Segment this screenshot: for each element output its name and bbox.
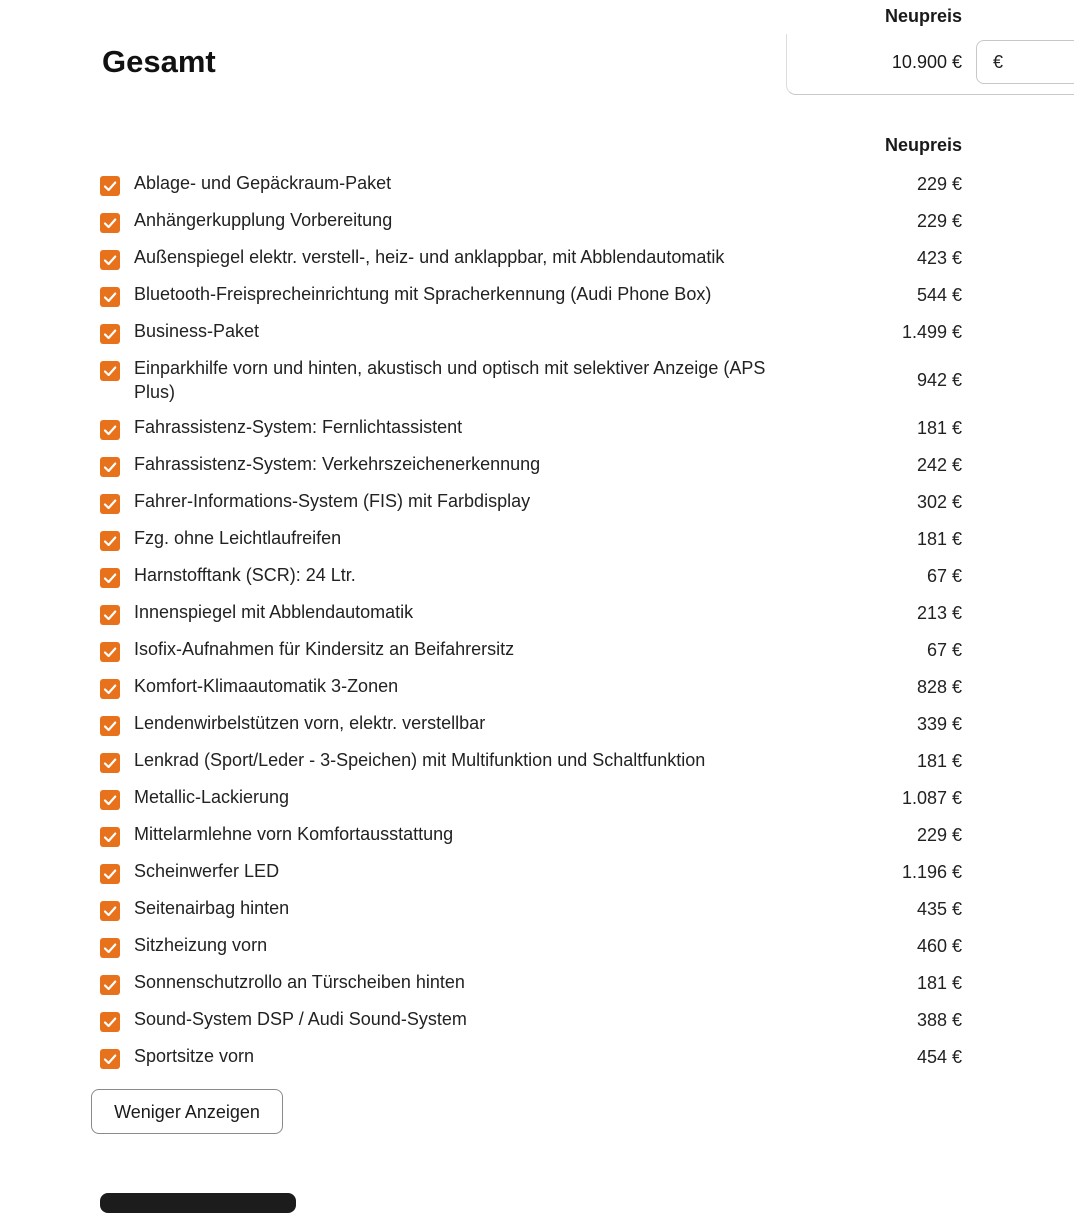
option-row [0,712,1074,742]
checkmark-icon [100,901,120,921]
option-label: Isofix-Aufnahmen für Kindersitz an Beifahrersitz [134,639,515,659]
option-row [0,823,1074,853]
option-label: Sportsitze vorn [134,1046,255,1066]
option-price: 423 € [916,248,962,268]
option-row [0,357,1074,409]
option-row [0,1008,1074,1038]
option-row [0,601,1074,631]
option-price: 828 € [916,677,962,697]
checkmark-icon [100,605,120,625]
option-label: Business-Paket [134,321,260,341]
option-label: Metallic-Lackierung [134,787,290,807]
option-checkbox[interactable] [100,716,120,736]
option-checkbox[interactable] [100,1049,120,1069]
option-label: Fahrassistenz-System: Verkehrszeichenerkennung [134,454,541,474]
option-row [0,786,1074,816]
option-checkbox[interactable] [100,420,120,440]
option-checkbox[interactable] [100,1012,120,1032]
option-price: 181 € [916,751,962,771]
checkmark-icon [100,1049,120,1069]
option-checkbox[interactable] [100,790,120,810]
option-label: Ablage- und Gepäckraum-Paket [134,173,392,193]
checkmark-icon [100,716,120,736]
primary-action-button[interactable] [100,1193,296,1213]
option-price: 435 € [916,899,962,919]
option-price: 1.087 € [901,788,962,808]
checkmark-icon [100,568,120,588]
option-row [0,416,1074,446]
option-label: Einparkhilfe vorn und hinten, akustisch und optisch mit selektiver Anzeige (APS Plus) [134,358,766,402]
option-row [0,860,1074,890]
option-row [0,283,1074,313]
checkmark-icon [100,287,120,307]
option-checkbox[interactable] [100,753,120,773]
option-checkbox[interactable] [100,324,120,344]
option-price: 302 € [916,492,962,512]
option-price: 454 € [916,1047,962,1067]
checkmark-icon [100,938,120,958]
option-row [0,172,1074,202]
checkmark-icon [100,213,120,233]
checkmark-icon [100,250,120,270]
checkmark-icon [100,1012,120,1032]
total-price: 10.900 € [891,52,962,72]
option-label: Fahrassistenz-System: Fernlichtassistent [134,417,463,437]
checkmark-icon [100,790,120,810]
option-label: Mittelarmlehne vorn Komfortausstattung [134,824,454,844]
option-checkbox[interactable] [100,494,120,514]
checkmark-icon [100,827,120,847]
option-price: 942 € [916,370,962,390]
option-row [0,749,1074,779]
option-row [0,209,1074,239]
option-checkbox[interactable] [100,679,120,699]
option-checkbox[interactable] [100,361,120,381]
option-label: Außenspiegel elektr. verstell-, heiz- und anklappbar, mit Abblendautomatik [134,247,725,267]
option-label: Sonnenschutzrollo an Türscheiben hinten [134,972,465,992]
option-label: Sitzheizung vorn [134,935,268,955]
option-row [0,1045,1074,1075]
page-title: Gesamt [102,44,216,79]
checkmark-icon [100,531,120,551]
option-price: 229 € [916,211,962,231]
option-price: 229 € [916,174,962,194]
checkmark-icon [100,753,120,773]
option-checkbox[interactable] [100,457,120,477]
option-label: Komfort-Klimaautomatik 3-Zonen [134,676,399,696]
checkmark-icon [100,864,120,884]
option-row [0,638,1074,668]
option-label: Innenspiegel mit Abblendautomatik [134,602,414,622]
option-checkbox[interactable] [100,531,120,551]
option-row [0,897,1074,927]
option-label: Sound-System DSP / Audi Sound-System [134,1009,467,1029]
option-label: Fzg. ohne Leichtlaufreifen [134,528,342,548]
neupreis-column-header: Neupreis [884,6,962,26]
checkmark-icon [100,324,120,344]
option-price: 242 € [916,455,962,475]
option-label: Seitenairbag hinten [134,898,290,918]
option-price: 213 € [916,603,962,623]
option-checkbox[interactable] [100,938,120,958]
option-label: Scheinwerfer LED [134,861,280,881]
option-price: 388 € [916,1010,962,1030]
option-row [0,527,1074,557]
option-price: 67 € [926,566,962,586]
checkmark-icon [100,176,120,196]
option-price: 1.499 € [901,322,962,342]
checkmark-icon [100,679,120,699]
option-checkbox[interactable] [100,827,120,847]
option-checkbox[interactable] [100,975,120,995]
option-price: 544 € [916,285,962,305]
checkmark-icon [100,975,120,995]
option-price: 1.196 € [901,862,962,882]
checkmark-icon [100,642,120,662]
option-row [0,246,1074,276]
option-label: Fahrer-Informations-System (FIS) mit Farbdisplay [134,491,531,511]
option-checkbox[interactable] [100,642,120,662]
option-row [0,971,1074,1001]
option-checkbox[interactable] [100,250,120,270]
option-checkbox[interactable] [100,568,120,588]
option-label: Anhängerkupplung Vorbereitung [134,210,393,230]
checkmark-icon [100,457,120,477]
option-checkbox[interactable] [100,213,120,233]
option-price: 460 € [916,936,962,956]
option-price: 67 € [926,640,962,660]
option-checkbox[interactable] [100,605,120,625]
show-less-button[interactable]: Weniger Anzeigen [91,1089,283,1134]
option-label: Lendenwirbelstützen vorn, elektr. verstellbar [134,713,486,733]
option-row [0,934,1074,964]
option-checkbox[interactable] [100,287,120,307]
option-checkbox[interactable] [100,901,120,921]
option-row [0,564,1074,594]
option-price: 181 € [916,973,962,993]
currency-input[interactable]: € [976,40,1074,84]
option-price: 339 € [916,714,962,734]
option-row [0,320,1074,350]
checkmark-icon [100,361,120,381]
option-row [0,453,1074,483]
option-label: Harnstofftank (SCR): 24 Ltr. [134,565,356,585]
option-row [0,490,1074,520]
option-price: 181 € [916,529,962,549]
option-checkbox[interactable] [100,176,120,196]
option-price: 229 € [916,825,962,845]
option-row [0,675,1074,705]
option-price: 181 € [916,418,962,438]
option-checkbox[interactable] [100,864,120,884]
checkmark-icon [100,420,120,440]
option-label: Bluetooth-Freisprecheinrichtung mit Spracherkennung (Audi Phone Box) [134,284,712,304]
option-label: Lenkrad (Sport/Leder - 3-Speichen) mit Multifunktion und Schaltfunktion [134,750,706,770]
options-neupreis-column-header: Neupreis [884,135,962,155]
checkmark-icon [100,494,120,514]
